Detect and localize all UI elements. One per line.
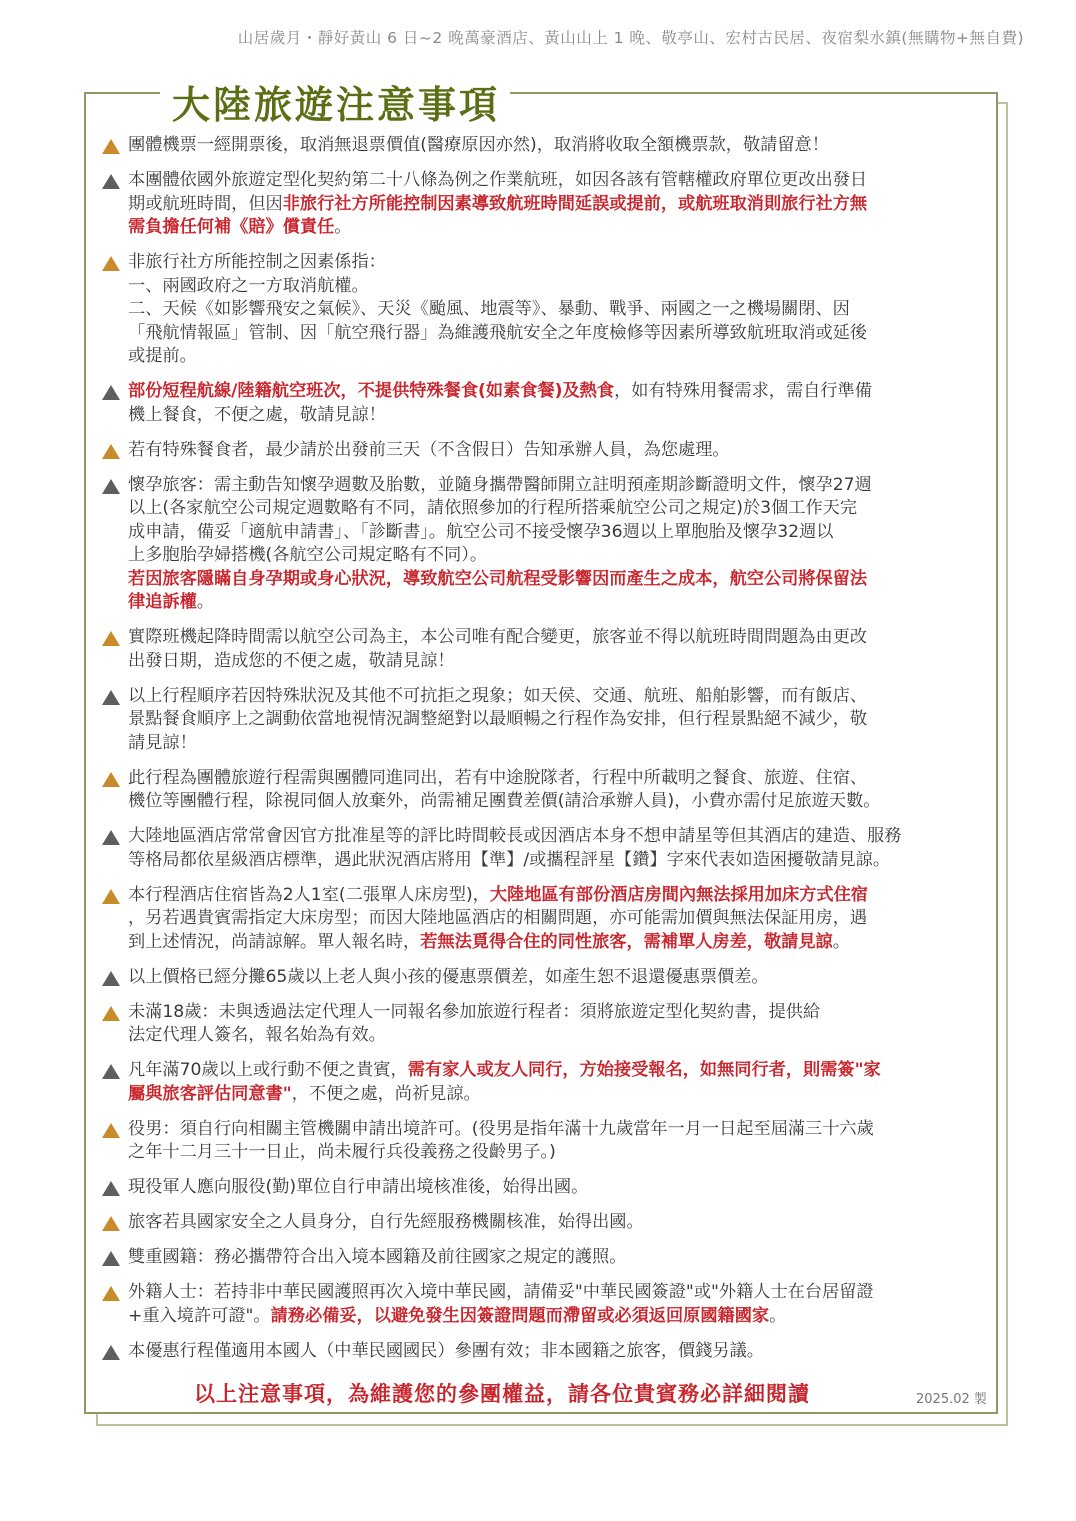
notice-line	[128, 825, 982, 849]
notice-line	[128, 134, 982, 158]
notice-line	[128, 1281, 982, 1305]
notice-item	[102, 1118, 982, 1165]
notice-line	[128, 931, 982, 955]
notice-line	[128, 521, 982, 545]
notice-line	[128, 380, 982, 404]
triangle-gray-icon	[102, 1064, 120, 1079]
notice-line	[128, 1083, 982, 1107]
notice-line	[128, 708, 982, 732]
notice-text: 以上行程順序若因特殊狀況及其他不可抗拒之現象；如天侯、交通、航班、船舶影響，而有飯店、	[128, 685, 868, 706]
notice-text: ，不便之處，尚祈見諒。	[291, 1083, 481, 1104]
notice-text: 實際班機起降時間需以航空公司為主，本公司唯有配合變更，旅客並不得以航班時間問題為由更改	[128, 627, 868, 647]
notice-line	[128, 251, 982, 275]
notice-item	[102, 626, 982, 673]
notice-text: 二、天候《如影響飛安之氣候》、天災《颱風、地震等》、暴動、戰爭、兩國之一之機場關閉、因	[128, 299, 850, 319]
notice-text: 出發日期，造成您的不便之處，敬請見諒！	[128, 650, 455, 671]
notice-line	[128, 1340, 982, 1364]
notice-text: 。	[196, 592, 214, 612]
notice-line	[128, 1305, 982, 1329]
notice-item	[102, 685, 982, 756]
notice-line	[128, 568, 982, 592]
emphasis-text: 大陸地區有部份酒店房間內無法採用加床方式住宿	[489, 884, 868, 905]
footer-note: 以上注意事項，為維護您的參團權益，請各位貴賓務必詳細閱讀	[194, 1382, 810, 1406]
notice-line	[128, 884, 982, 908]
notice-item	[102, 134, 982, 158]
notice-text: 。	[334, 217, 352, 237]
notice-line	[128, 966, 982, 990]
notice-line	[128, 275, 982, 299]
notice-item	[102, 1211, 982, 1235]
triangle-gray-icon	[102, 971, 120, 986]
notice-text: 成申請，備妥「適航申請書」、「診斷書」。航空公司不接受懷孕36週以上單胞胎及懷孕32週以	[128, 521, 834, 542]
notice-item	[102, 474, 982, 615]
notice-text: 本團體依國外旅遊定型化契約第二十八條為例之作業航班，如因各該有管轄權政府單位更改出發日	[128, 170, 868, 190]
emphasis-text: 律追訴權	[128, 592, 197, 612]
notice-line	[128, 1059, 982, 1083]
triangle-gray-icon	[102, 174, 120, 189]
notice-line	[128, 497, 982, 521]
notice-line	[128, 1118, 982, 1142]
triangle-gray-icon	[102, 1345, 120, 1360]
notice-line	[128, 849, 982, 873]
triangle-orange-icon	[102, 1123, 120, 1138]
emphasis-text: 需負擔任何補《賠》償責任	[128, 217, 335, 237]
notice-line	[128, 1001, 982, 1025]
notice-text: 旅客若具國家安全之人員身分，自行先經服務機關核准，始得出國。	[128, 1212, 644, 1232]
notice-line	[128, 345, 982, 369]
notice-line	[128, 767, 982, 791]
notice-text: 本優惠行程僅適用本國人（中華民國國民）參團有效；非本國籍之旅客，價錢另議。	[128, 1340, 764, 1361]
notice-line	[128, 907, 982, 931]
notice-text: 機位等團體行程，除視同個人放棄外，尚需補足團費差價(請洽承辦人員)，小費亦需付足旅遊天數。	[128, 791, 881, 811]
notice-item	[102, 380, 982, 427]
triangle-orange-icon	[102, 889, 120, 904]
notice-item	[102, 884, 982, 955]
notice-text: 未滿18歲：未與透過法定代理人一同報名參加旅遊行程者：須將旅遊定型化契約書，提供給	[128, 1001, 821, 1022]
notice-item	[102, 1176, 982, 1200]
notice-text: 本行程酒店住宿皆為2人1室(二張單人床房型)，	[128, 884, 490, 905]
triangle-orange-icon	[102, 444, 120, 459]
notice-line	[128, 1024, 982, 1048]
date-stamp: 2025.02 製	[916, 1392, 987, 1407]
notice-line	[128, 591, 982, 615]
notice-text: 團體機票一經開票後，取消無退票價值(醫療原因亦然)，取消將收取全額機票款，敬請留意！	[128, 135, 829, 155]
notice-line	[128, 544, 982, 568]
notice-item	[102, 251, 982, 369]
page-title: 大陸旅遊注意事項	[172, 83, 501, 127]
notice-text: 或提前。	[128, 346, 197, 366]
notice-text: 機上餐食，不便之處，敬請見諒！	[128, 404, 386, 425]
notice-line	[128, 169, 982, 193]
notice-line	[128, 1246, 982, 1270]
triangle-orange-icon	[102, 631, 120, 646]
triangle-orange-icon	[102, 772, 120, 787]
notice-text: 。	[769, 1305, 787, 1326]
emphasis-text: 若無法覓得合住的同性旅客，需補單人房差，敬請見諒	[420, 931, 833, 952]
notice-line	[128, 404, 982, 428]
notice-text: 請見諒！	[128, 732, 197, 753]
notice-list	[102, 134, 982, 1375]
notice-line	[128, 685, 982, 709]
notice-text: 現役軍人應向服役(勤)單位自行申請出境核准後，始得出國。	[128, 1177, 589, 1197]
notice-item	[102, 439, 982, 463]
notice-text: 懷孕旅客：需主動告知懷孕週數及胎數，並隨身攜帶醫師開立註明預產期診斷證明文件，懷孕27週	[128, 474, 872, 495]
notice-text: 一、兩國政府之一方取消航權。	[128, 275, 369, 296]
notice-line	[128, 439, 982, 463]
triangle-gray-icon	[102, 385, 120, 400]
triangle-gray-icon	[102, 690, 120, 705]
notice-text: 景點餐食順序上之調動依當地視情況調整絕對以最順暢之行程作為安排，但行程景點絕不減少，敬	[128, 709, 868, 729]
notice-item	[102, 825, 982, 872]
notice-text: 役男：須自行向相關主管機關申請出境許可。(役男是指年滿十九歲當年一月一日起至屆滿三十六歲	[128, 1118, 874, 1139]
triangle-orange-icon	[102, 1216, 120, 1231]
notice-item	[102, 767, 982, 814]
notice-text: 「飛航情報區」管制、因「航空飛行器」為維護飛航安全之年度檢修等因素所導致航班取消或延後	[128, 322, 868, 343]
notice-text: 雙重國籍：務必攜帶符合出入境本國籍及前往國家之規定的護照。	[128, 1247, 627, 1267]
notice-text: 若有特殊餐食者，最少請於出發前三天（不含假日）告知承辦人員，為您處理。	[128, 439, 730, 460]
title-box	[160, 76, 510, 134]
emphasis-text: 請務必備妥，以避免發生因簽證問題而滯留或必須返回原國籍國家	[270, 1305, 770, 1326]
notice-text: 之年十二月三十一日止，尚未履行兵役義務之役齡男子。)	[128, 1142, 556, 1162]
emphasis-text: 需有家人或友人同行，方始接受報名，如無同行者，則需簽"家	[407, 1060, 881, 1080]
notice-line	[128, 1141, 982, 1165]
notice-text: 大陸地區酒店常常會因官方批准星等的評比時間較長或因酒店本身不想申請星等但其酒店的建造、服務	[128, 826, 902, 846]
notice-line	[128, 322, 982, 346]
notice-text: 非旅行社方所能控制之因素係指：	[128, 252, 386, 272]
notice-text: 此行程為團體旅遊行程需與團體同進同出，若有中途脫隊者，行程中所載明之餐食、旅遊、住宿、	[128, 767, 868, 788]
notice-text: 凡年滿70歲以上或行動不便之貴賓，	[128, 1060, 408, 1080]
notice-item	[102, 966, 982, 990]
triangle-orange-icon	[102, 256, 120, 271]
notice-line	[128, 298, 982, 322]
notice-text: 法定代理人簽名，報名始為有效。	[128, 1025, 386, 1045]
triangle-orange-icon	[102, 1286, 120, 1301]
notice-text: 上多胞胎孕婦搭機(各航空公司規定略有不同）。	[128, 545, 488, 565]
page-header: 山居歲月・靜好黃山 6 日~2 晚萬豪酒店、黃山山上 1 晚、敬亭山、宏村古民居、夜宿梨水鎮(無購物+無自費)	[237, 29, 1024, 47]
notice-item	[102, 1059, 982, 1106]
emphasis-text: 若因旅客隱瞞自身孕期或身心狀況，導致航空公司航程受影響因而產生之成本，航空公司將保留法	[128, 568, 868, 589]
notice-line	[128, 193, 982, 217]
notice-line	[128, 474, 982, 498]
notice-text: 等格局都依星級酒店標準，遇此狀況酒店將用【準】/或攜程評星【鑽】字來代表如造困擾敬請見諒。	[128, 849, 891, 870]
notice-text: 以上價格已經分攤65歲以上老人與小孩的優惠票價差，如產生恕不退還優惠票價差。	[128, 966, 769, 987]
notice-text: ，如有特殊用餐需求，需自行準備	[614, 381, 872, 401]
notice-line	[128, 1211, 982, 1235]
notice-line	[128, 216, 982, 240]
notice-text: 以上(各家航空公司規定週數略有不同，請依照參加的行程所搭乘航空公司之規定)於3個工作天完	[128, 498, 858, 518]
triangle-gray-icon	[102, 1251, 120, 1266]
notice-item	[102, 1001, 982, 1048]
triangle-gray-icon	[102, 1181, 120, 1196]
notice-line	[128, 732, 982, 756]
notice-text: 。	[832, 931, 850, 952]
notice-text: ，另若遇貴賓需指定大床房型；而因大陸地區酒店的相關問題，亦可能需加價與無法保証用房，遇	[128, 908, 868, 928]
notice-line	[128, 790, 982, 814]
notice-item	[102, 169, 982, 240]
emphasis-text: 非旅行社方所能控制因素導致航班時間延誤或提前，或航班取消則旅行社方無	[282, 193, 868, 214]
notice-line	[128, 1176, 982, 1200]
notice-text: 到上述情況，尚請諒解。單人報名時，	[128, 931, 421, 952]
triangle-gray-icon	[102, 479, 120, 494]
triangle-gray-icon	[102, 830, 120, 845]
notice-line	[128, 626, 982, 650]
notice-text: +重入境許可證"。	[128, 1305, 271, 1326]
notice-item	[102, 1246, 982, 1270]
triangle-orange-icon	[102, 139, 120, 154]
notice-line	[128, 650, 982, 674]
notice-item	[102, 1340, 982, 1364]
notice-item	[102, 1281, 982, 1328]
triangle-orange-icon	[102, 1006, 120, 1021]
notice-text: 期或航班時間，但因	[128, 193, 283, 214]
emphasis-text: 部份短程航線/陸籍航空班次，不提供特殊餐食(如素食餐)及熱食	[128, 381, 615, 401]
emphasis-text: 屬與旅客評估同意書"	[128, 1083, 292, 1104]
notice-text: 外籍人士：若持非中華民國護照再次入境中華民國，請備妥"中華民國簽證"或"外籍人士在台居留證	[128, 1282, 874, 1302]
